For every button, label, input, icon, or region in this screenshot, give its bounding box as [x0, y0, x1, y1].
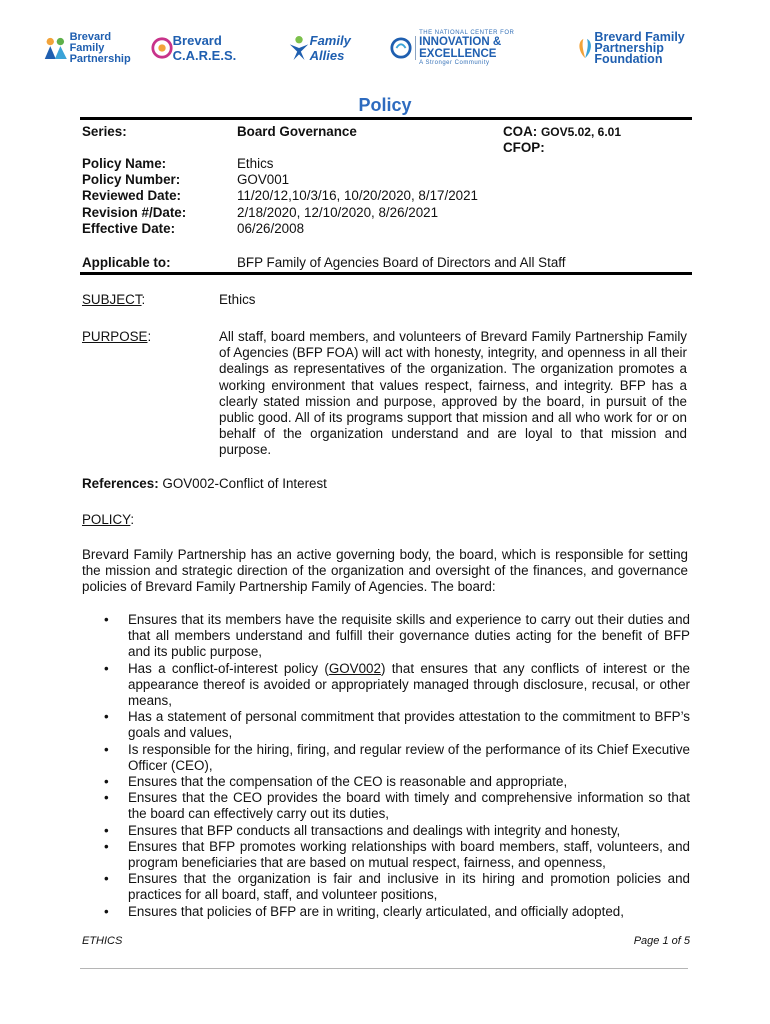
allies-logo-text: Family Allies — [309, 33, 351, 63]
references-label: References: — [82, 476, 159, 491]
bullet-text-pre: Has a conflict-of-interest policy ( — [128, 660, 329, 676]
innovation-divider — [415, 36, 416, 60]
revision-date-value: 2/18/2020, 12/10/2020, 8/26/2021 — [237, 205, 439, 220]
policy-name-value: Ethics — [237, 156, 274, 171]
board-duties-list — [82, 612, 690, 920]
list-item: • Has a statement of personal commitment that provides attestation to the commitment to BFP’s goals and values, — [82, 709, 690, 741]
policy-intro: Brevard Family Partnership has an active governing body, the board, which is responsible for setting the mission and strategic direction of the organization and oversight of the finances, and governance policies of Brevard Family Partnership Family of Agencies. The board: — [82, 547, 688, 595]
innovation-mid-text: INNOVATION & EXCELLENCE — [419, 36, 502, 60]
series-label: Series: — [82, 124, 127, 139]
innovation-top-text: THE NATIONAL CENTER FOR — [419, 30, 515, 36]
policy-name-label: Policy Name: — [82, 156, 167, 171]
list-item: • Ensures that the CEO provides the board with timely and comprehensive information so that the board can effectively carry out its duties, — [82, 790, 690, 822]
purpose-label: PURPOSE — [82, 329, 148, 344]
cares-logo-text: Brevard C.A.R.E.S. — [172, 33, 237, 63]
coa-label: COA: — [503, 124, 538, 139]
page-title: Policy — [358, 95, 412, 115]
bfp-logo-line1: Brevard Family — [69, 30, 112, 54]
purpose-label-wrap: PURPOSE: — [82, 329, 152, 344]
allies-logo — [288, 33, 383, 63]
references-line — [82, 476, 327, 493]
list-item: • Ensures that the compensation of the CEO is reasonable and appropriate, — [82, 774, 690, 790]
policy-label-wrap: POLICY: — [82, 512, 135, 527]
foundation-logo-line1: Brevard Family — [594, 29, 685, 44]
header-top-rule — [80, 117, 692, 120]
subject-label: SUBJECT — [82, 292, 142, 307]
purpose-text: All staff, board members, and volunteers of Brevard Family Partnership Family of Agencies (BFP FOA) will act with honesty, integrity, and openness in all their dealings as representatives of the organization. The organization promotes a working environment that values respect, fairness, and integrity. BFP has a clearly stated mission and purpose, approved by the board, in pursuit of the public good. All of its programs support that mission and all who work for or on behalf of the organization understand and are loyal to that mission and purpose. — [219, 329, 687, 458]
subject-value: Ethics — [219, 292, 256, 307]
gov002-link[interactable]: GOV002 — [328, 660, 381, 676]
coa-value: GOV5.02, 6.01 — [540, 125, 622, 139]
bfp-logo-line2: Partnership — [69, 52, 131, 65]
innovation-logo — [390, 30, 568, 66]
list-item: • Ensures that policies of BFP are in writing, clearly articulated, and officially adopted, — [82, 904, 690, 920]
revision-date-label: Revision #/Date: — [82, 205, 187, 220]
reviewed-date-label: Reviewed Date: — [82, 188, 181, 203]
list-item: • Is responsible for the hiring, firing, and regular review of the performance of its Chief Executive Officer (CEO), — [82, 742, 690, 774]
bullet-text-post: ) that ensures that any conflicts of interest or the appearance thereof is avoided or appropriately managed through disclosure, recusal, or other means, — [128, 660, 690, 709]
logo-banner — [42, 30, 732, 66]
policy-number-value: GOV001 — [237, 172, 290, 187]
list-item: • Ensures that its members have the requisite skills and experience to carry out their duties and that all members understand and fulfill their governance duties acting for the benefit of BFP and its public purpose, — [82, 612, 690, 661]
references-value: GOV002-Conflict of Interest — [162, 476, 327, 491]
effective-date-label: Effective Date: — [82, 221, 176, 236]
footer-left: ETHICS — [82, 935, 123, 947]
coa-field — [503, 124, 621, 141]
cares-logo — [151, 33, 280, 63]
policy-label: POLICY — [82, 512, 131, 527]
list-item: • Ensures that BFP conducts all transactions and dealings with integrity and honesty, — [82, 823, 690, 839]
bfp-emblem-icon — [42, 34, 70, 62]
policy-number-label: Policy Number: — [82, 172, 181, 187]
foundation-logo-line2: Partnership Foundation — [594, 40, 664, 66]
page-number: Page 1 of 5 — [633, 935, 690, 947]
bfp-logo — [42, 32, 143, 65]
foundation-logo — [576, 29, 724, 66]
subject-label-wrap: SUBJECT: — [82, 292, 146, 307]
effective-date-value: 06/26/2008 — [237, 221, 305, 236]
innovation-emblem-icon — [390, 35, 412, 61]
footer-rule — [80, 968, 688, 969]
foundation-emblem-icon — [576, 35, 594, 61]
list-item — [82, 661, 690, 710]
header-bottom-rule — [80, 272, 692, 275]
applicable-value: BFP Family of Agencies Board of Directors and All Staff — [237, 255, 566, 270]
list-item: • Ensures that the organization is fair and inclusive in its hiring and promotion policies and practices for all board, staff, and volunteer positions, — [82, 871, 690, 903]
list-item: • Ensures that BFP promotes working relationships with board members, staff, volunteers, and program beneficiaries that are based on mutual respect, fairness, and openness, — [82, 839, 690, 871]
reviewed-date-value: 11/20/12,10/3/16, 10/20/2020, 8/17/2021 — [237, 188, 478, 203]
applicable-label: Applicable to: — [82, 255, 171, 270]
cares-emblem-icon — [151, 36, 173, 60]
series-value: Board Governance — [237, 124, 357, 139]
innovation-bottom-text: A Stronger Community — [419, 60, 490, 66]
cfop-label: CFOP: — [503, 140, 545, 155]
allies-emblem-icon — [288, 34, 310, 62]
